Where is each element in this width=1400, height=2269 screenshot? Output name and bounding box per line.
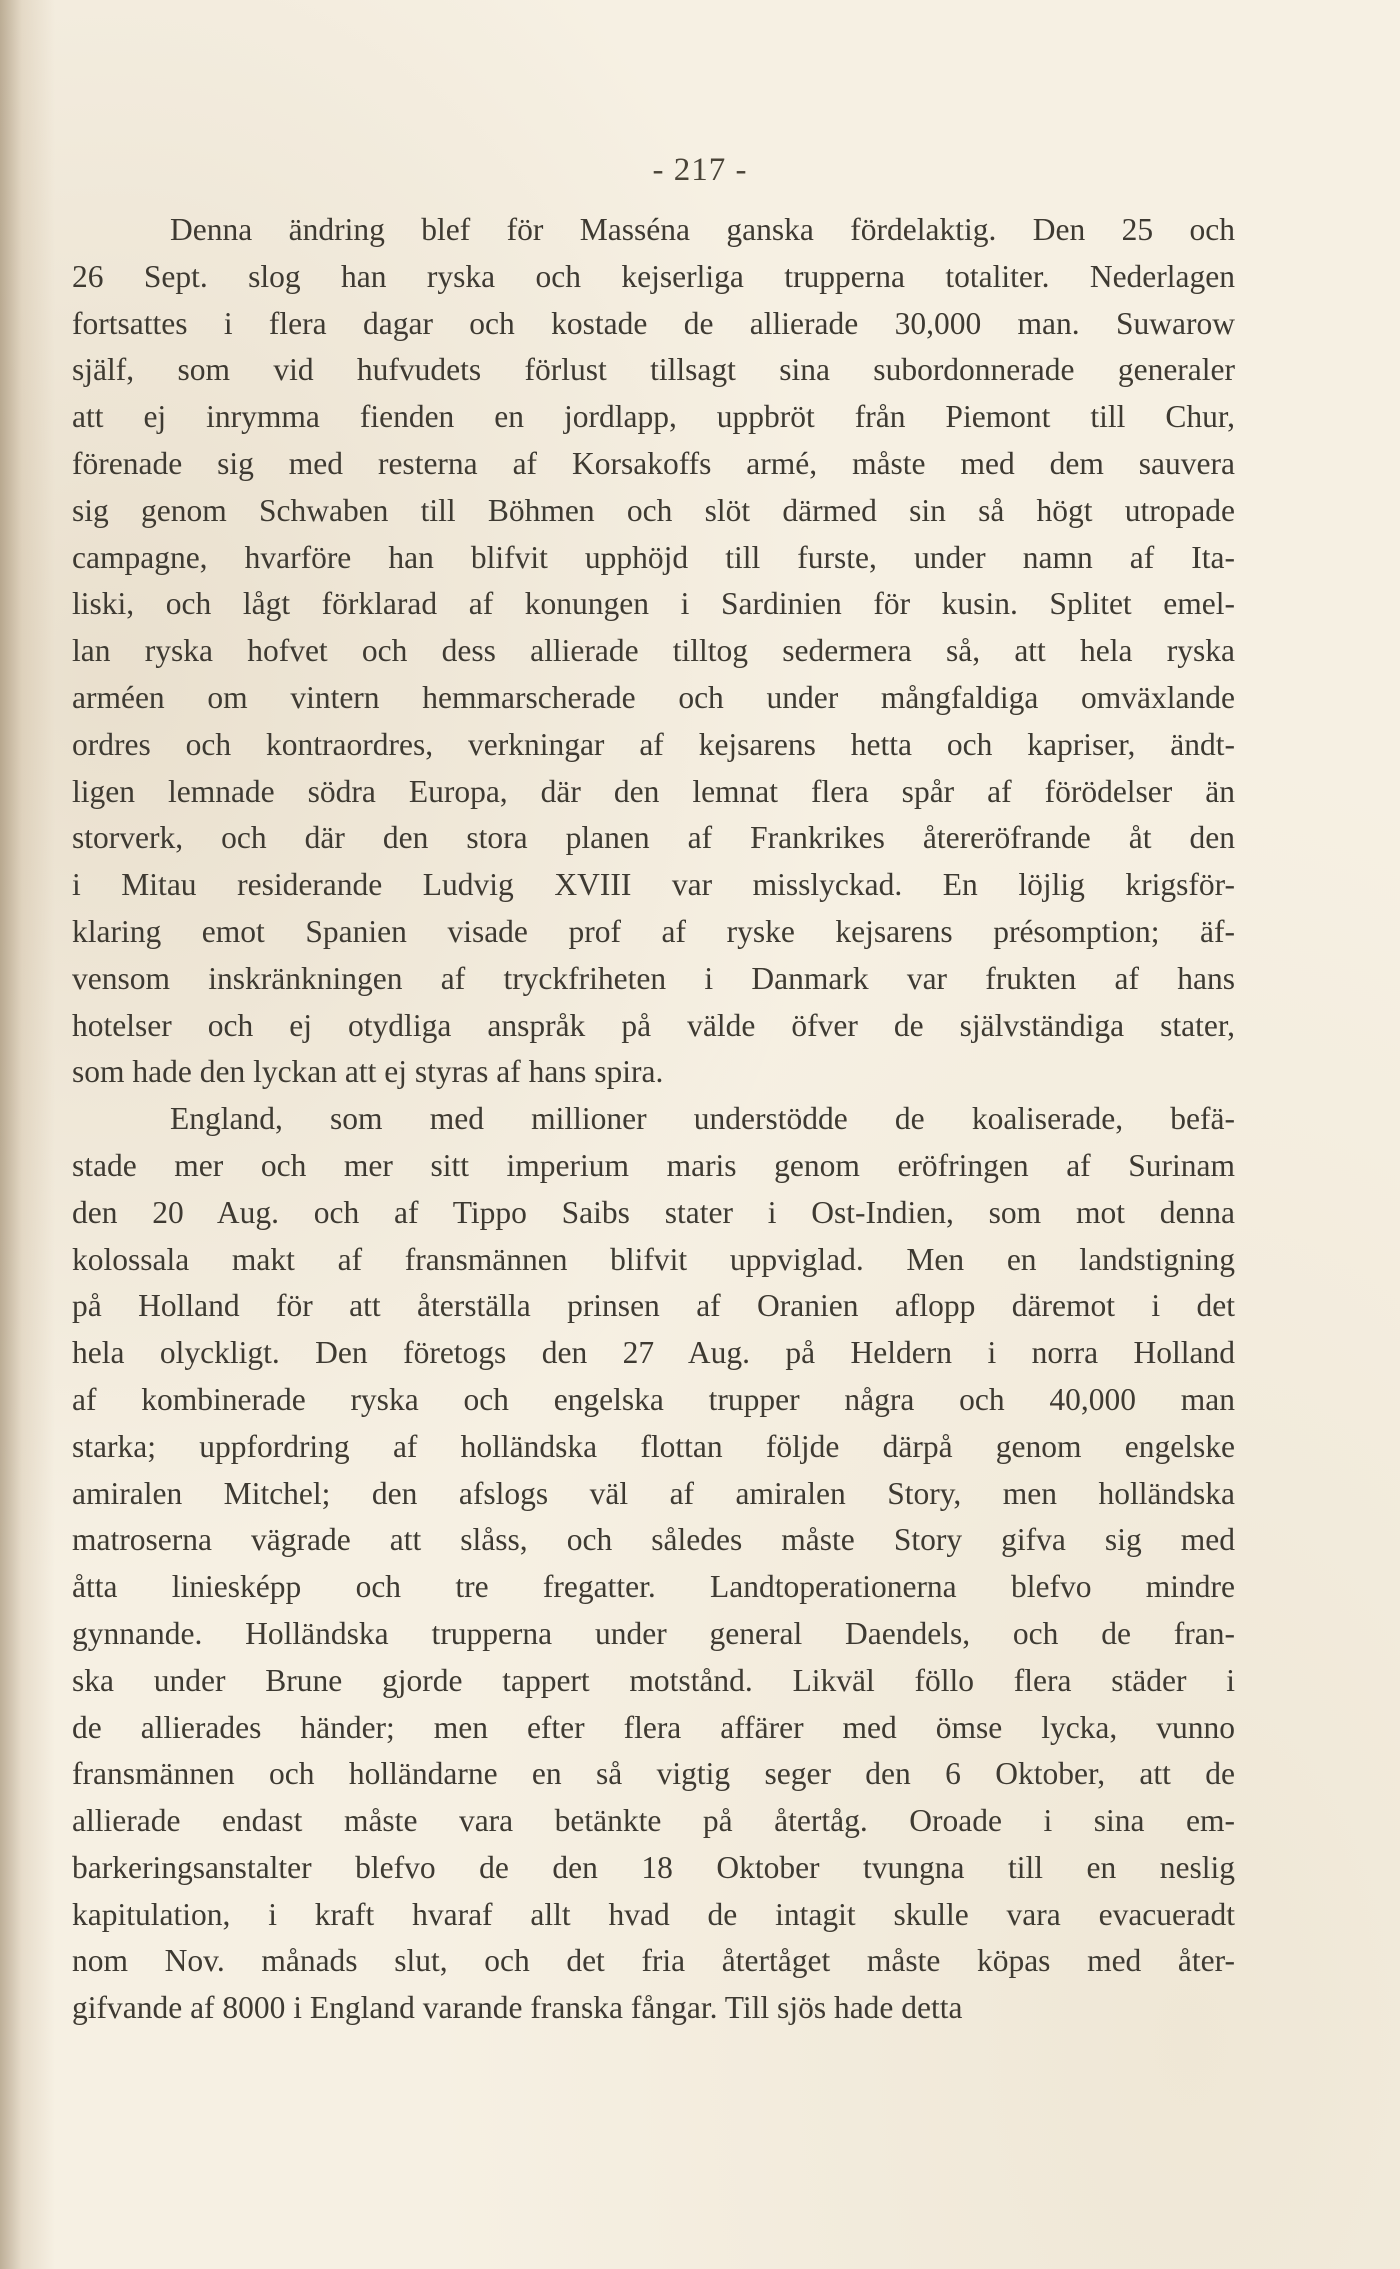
page-number: - 217 - (652, 152, 748, 188)
text-line: af kombinerade ryska och engelska trupper några och 40,000 man (72, 1381, 1235, 1417)
binding-shadow (0, 0, 55, 2269)
text-line: lan ryska hofvet och dess allierade tilltog sedermera så, att hela ryska (72, 633, 1235, 669)
text-line: liski, och lågt förklarad af konungen i Sardinien för kusin. Splitet emel- (72, 586, 1235, 622)
text-line: hela olyckligt. Den företogs den 27 Aug. på Heldern i norra Holland (72, 1335, 1235, 1371)
text-line: klaring emot Spanien visade prof af ryske kejsarens présomption; äf- (72, 913, 1235, 949)
text-line: kapitulation, i kraft hvaraf allt hvad de intagit skulle vara evacueradt (72, 1896, 1235, 1932)
text-line: ligen lemnade södra Europa, där den lemnat flera spår af förödelser än (72, 773, 1235, 809)
text-line: Denna ändring blef för Masséna ganska fördelaktig. Den 25 och (170, 212, 1235, 247)
text-line: hotelser och ej otydliga anspråk på välde öfver de självständiga stater, (72, 1007, 1235, 1043)
text-line: barkeringsanstalter blefvo de den 18 Oktober tvungna till en neslig (72, 1849, 1235, 1885)
text-line: matroserna vägrade att slåss, och således måste Story gifva sig med (72, 1522, 1235, 1558)
text-line: på Holland för att återställa prinsen af Oranien aflopp däremot i det (72, 1288, 1235, 1324)
text-line: starka; uppfordring af holländska flottan följde därpå genom engelske (72, 1428, 1235, 1464)
text-line: ordres och kontraordres, verkningar af kejsarens hetta och kapriser, ändt- (72, 726, 1235, 762)
text-line: nom Nov. månads slut, och det fria återtåget måste köpas med åter- (72, 1943, 1235, 1979)
text-line: vensom inskränkningen af tryckfriheten i Danmark var frukten af hans (72, 960, 1235, 996)
text-line: förenade sig med resterna af Korsakoffs armé, måste med dem sauvera (72, 445, 1235, 481)
text-line: arméen om vintern hemmarscherade och under mångfaldiga omväxlande (72, 679, 1235, 715)
text-line: åtta liniesképp och tre fregatter. Landtoperationerna blefvo mindre (72, 1569, 1235, 1605)
text-line: ska under Brune gjorde tappert motstånd. Likväl föllo flera städer i (72, 1662, 1235, 1698)
text-line: gifvande af 8000 i England varande franska fångar. Till sjös hade detta (72, 1990, 963, 2026)
text-line: de allierades händer; men efter flera affärer med ömse lycka, vunno (72, 1709, 1235, 1745)
text-line: campagne, hvarföre han blifvit upphöjd till furste, under namn af Ita- (72, 539, 1235, 575)
text-line: själf, som vid hufvudets förlust tillsagt sina subordonnerade generaler (72, 352, 1235, 388)
text-line: fransmännen och holländarne en så vigtig seger den 6 Oktober, att de (72, 1756, 1235, 1792)
text-line: storverk, och där den stora planen af Frankrikes återeröfrande åt den (72, 820, 1235, 856)
text-line: som hade den lyckan att ej styras af hans spira. (72, 1054, 664, 1090)
text-line: i Mitau residerande Ludvig XVIII var misslyckad. En löjlig krigsför- (72, 867, 1235, 903)
text-line: fortsattes i flera dagar och kostade de allierade 30,000 man. Suwarow (72, 305, 1235, 341)
text-line: gynnande. Holländska trupperna under general Daendels, och de fran- (72, 1615, 1235, 1651)
text-line: 26 Sept. slog han ryska och kejserliga trupperna totaliter. Nederlagen (72, 258, 1235, 294)
text-line: England, som med millioner understödde de koaliserade, befä- (170, 1101, 1235, 1137)
text-line: amiralen Mitchel; den afslogs väl af amiralen Story, men holländska (72, 1475, 1235, 1511)
text-line: att ej inrymma fienden en jordlapp, uppbröt från Piemont till Chur, (72, 399, 1235, 435)
text-line: den 20 Aug. och af Tippo Saibs stater i Ost-Indien, som mot denna (72, 1194, 1235, 1230)
body-text (72, 207, 1235, 2032)
text-line: stade mer och mer sitt imperium maris genom eröfringen af Surinam (72, 1147, 1235, 1183)
text-line: sig genom Schwaben till Böhmen och slöt därmed sin så högt utropade (72, 492, 1235, 528)
text-line: kolossala makt af fransmännen blifvit uppviglad. Men en landstigning (72, 1241, 1235, 1277)
text-line: allierade endast måste vara betänkte på återtåg. Oroade i sina em- (72, 1803, 1235, 1839)
